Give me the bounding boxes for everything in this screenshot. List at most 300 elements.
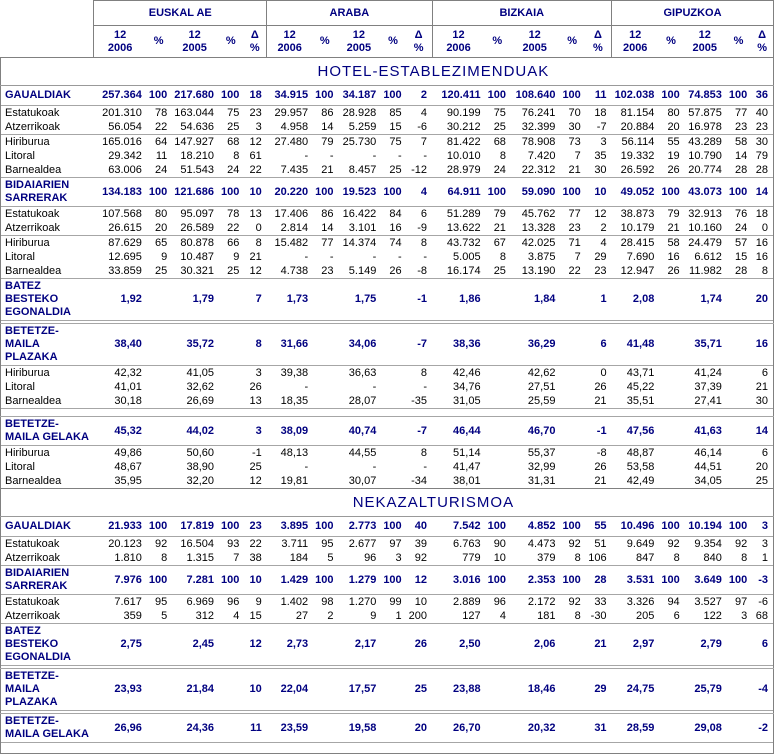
row-label: GAUALDIAK <box>1 86 94 106</box>
cell <box>559 366 584 381</box>
cell: 24,75 <box>626 683 655 695</box>
region-header-gipuzkoa: GIPUZKOA <box>612 1 774 26</box>
cell: 1.429 <box>267 566 312 595</box>
cell <box>658 714 683 743</box>
cell: 16 <box>751 324 773 366</box>
cell <box>146 460 171 474</box>
cell: 100 <box>383 89 402 101</box>
row-barnealdea <box>1 394 774 409</box>
cell: 14 <box>321 120 334 133</box>
cell: 16.504 <box>171 537 218 552</box>
row-betetze-maila-plazaka <box>1 669 774 711</box>
cell: 201.310 <box>94 106 146 121</box>
table-header <box>1 1 774 58</box>
cell <box>485 366 510 381</box>
column-header-row <box>1 26 774 58</box>
cell: 28 <box>751 163 773 178</box>
cell: 6 <box>600 338 607 350</box>
cell: 3.649 <box>684 566 726 595</box>
row-label: Litoral <box>1 149 94 163</box>
cell: 200 <box>408 609 428 622</box>
cell: 12 <box>585 207 612 222</box>
cell: 8 <box>499 149 506 162</box>
cell: 33 <box>585 595 612 610</box>
cell: 121.686 <box>171 178 218 207</box>
cell: 96 <box>218 595 243 610</box>
cell: 96 <box>364 551 377 564</box>
cell <box>658 669 683 711</box>
cell: 5.005 <box>453 250 481 263</box>
cell: 16 <box>389 221 402 234</box>
cell: 2,97 <box>612 624 659 666</box>
cell: -6 <box>751 595 773 610</box>
cell: 25 <box>227 264 240 277</box>
cell: 26 <box>594 380 607 393</box>
cell: 2,75 <box>94 624 146 666</box>
col-header-delta <box>243 26 266 58</box>
cell: 14.374 <box>338 236 381 251</box>
cell: 7 <box>406 135 432 150</box>
cell: 28 <box>585 566 612 595</box>
cell: 40,74 <box>348 424 377 437</box>
cell <box>312 446 337 461</box>
cell: 1,75 <box>338 279 381 321</box>
cell: 8 <box>673 551 680 564</box>
cell: 18 <box>249 89 262 101</box>
cell <box>559 446 584 461</box>
col-header-delta <box>585 26 612 58</box>
cell: 75 <box>218 106 243 121</box>
cell: 3.895 <box>280 520 309 532</box>
cell <box>559 460 584 474</box>
cell: 57.875 <box>684 106 726 121</box>
cell: 100 <box>485 178 510 207</box>
cell: 55 <box>594 520 607 532</box>
col-header-2005 <box>510 26 560 58</box>
cell: 75 <box>485 106 510 121</box>
cell <box>485 460 510 474</box>
cell: 38,36 <box>453 338 481 350</box>
cell: 10 <box>243 566 266 595</box>
cell: -7 <box>417 338 428 350</box>
spacer-row <box>1 409 774 417</box>
cell: 24 <box>734 221 748 234</box>
cell: 79 <box>658 207 683 222</box>
col-header-2005 <box>338 26 381 58</box>
cell <box>380 324 405 366</box>
cell: 13.328 <box>521 221 556 234</box>
cell: 18,35 <box>280 394 309 407</box>
cell: -8 <box>417 264 428 277</box>
cell: - <box>304 380 309 393</box>
cell: 27.480 <box>267 135 312 150</box>
cell: 28.928 <box>338 106 381 121</box>
cell: 11.982 <box>689 264 722 277</box>
cell: 29,08 <box>694 721 722 734</box>
cell <box>559 669 584 711</box>
cell <box>485 474 510 489</box>
cell: 27,51 <box>527 380 556 393</box>
cell: 96 <box>485 595 510 610</box>
cell: 8 <box>499 250 506 263</box>
cell: 4 <box>499 609 506 622</box>
cell: 3 <box>741 609 748 622</box>
cell: 35,72 <box>186 338 215 350</box>
cell: 2,50 <box>432 624 485 666</box>
cell: 2,06 <box>510 624 560 666</box>
cell <box>218 714 243 743</box>
cell: 32,99 <box>527 460 556 473</box>
cell <box>658 417 683 446</box>
cell: 26 <box>667 264 680 277</box>
cell: 4 <box>233 609 240 622</box>
cell: 32,62 <box>186 380 215 393</box>
cell: 12 <box>249 474 262 487</box>
cell: 1,74 <box>684 279 726 321</box>
col-header-pct <box>146 26 171 58</box>
cell: 9 <box>233 250 240 263</box>
cell: 100 <box>658 566 683 595</box>
cell: 20 <box>751 460 773 474</box>
cell: 35,51 <box>626 394 655 407</box>
col-header-2005 <box>171 26 218 58</box>
cell: 21 <box>585 624 612 666</box>
cell: 26 <box>389 264 402 277</box>
cell: 78.908 <box>510 135 560 150</box>
cell: 23 <box>594 264 607 277</box>
row-label: Atzerrikoak <box>1 221 94 236</box>
row-label: Hiriburua <box>1 135 94 150</box>
cell: 3 <box>585 135 612 150</box>
cell: 38,01 <box>453 474 481 487</box>
cell: 10.160 <box>688 221 722 234</box>
cell <box>726 714 751 743</box>
cell: 86 <box>312 106 337 121</box>
cell: 47,56 <box>626 424 655 437</box>
cell: 1,92 <box>94 279 146 321</box>
cell: 58 <box>726 135 751 150</box>
cell: 20.884 <box>620 120 655 133</box>
row-label: BETETZE-MAILA GELAKA <box>1 714 94 743</box>
cell <box>559 380 584 394</box>
cell: 100 <box>726 178 751 207</box>
cell <box>726 417 751 446</box>
cell: 7.976 <box>94 566 146 595</box>
cell: -35 <box>411 394 428 407</box>
cell: 19.523 <box>338 178 381 207</box>
row-label: Litoral <box>1 250 94 264</box>
cell: 2 <box>327 609 334 622</box>
row-label: Barnealdea <box>1 474 94 489</box>
cell <box>380 417 405 446</box>
cell: - <box>398 149 402 162</box>
cell <box>312 669 337 711</box>
row-bidaiarien-sarrerak <box>1 178 774 207</box>
cell: 14 <box>751 178 773 207</box>
cell: 2,45 <box>171 624 218 666</box>
cell: 26 <box>667 163 680 176</box>
cell: 63.006 <box>108 163 142 176</box>
cell: 66 <box>218 236 243 251</box>
cell: 29.342 <box>108 149 142 162</box>
cell: 11 <box>594 89 607 101</box>
cell: 46,44 <box>453 424 481 437</box>
cell <box>380 460 405 474</box>
cell: 51,14 <box>432 446 485 461</box>
cell <box>485 394 510 409</box>
cell: 81.422 <box>432 135 485 150</box>
row-label: BATEZ BESTEKO EGONALDIA <box>1 279 94 321</box>
cell: 19 <box>667 149 680 162</box>
cell: 90.199 <box>432 106 485 121</box>
cell <box>726 366 751 381</box>
cell: 27,41 <box>694 394 722 407</box>
section-title: NEKAZALTURISMOA <box>94 489 774 517</box>
cell: 25 <box>751 474 773 489</box>
region-header-bizkaia: BIZKAIA <box>432 1 612 26</box>
row-atzerrikoak <box>1 551 774 566</box>
cell: 20.774 <box>688 163 722 176</box>
cell <box>726 474 751 489</box>
cell <box>726 624 751 666</box>
cell: 30,18 <box>114 394 142 407</box>
cell: 70 <box>559 106 584 121</box>
cell: 36,29 <box>527 338 556 350</box>
cell: 30 <box>751 394 773 409</box>
cell: 29 <box>594 250 607 263</box>
cell: 2.677 <box>338 537 381 552</box>
cell: 77 <box>559 207 584 222</box>
cell: 9 <box>243 595 266 610</box>
cell: 2,79 <box>684 624 726 666</box>
cell: 100 <box>315 520 334 532</box>
cell: 50,60 <box>171 446 218 461</box>
cell: 42,32 <box>94 366 146 381</box>
cell: 32,20 <box>186 474 215 487</box>
row-gaualdiak <box>1 86 774 106</box>
cell <box>218 366 243 381</box>
cell: -1 <box>596 424 607 437</box>
cell: 36 <box>751 86 773 106</box>
row-label: BIDAIARIEN SARRERAK <box>1 566 94 595</box>
cell <box>146 474 171 489</box>
cell: 1,73 <box>267 279 312 321</box>
cell: 0 <box>585 366 612 381</box>
cell: 10 <box>249 683 262 695</box>
col-header-pct <box>312 26 337 58</box>
cell: 31,05 <box>453 394 481 407</box>
cell: 10 <box>493 551 506 564</box>
cell: 8 <box>406 366 432 381</box>
cell: 20.220 <box>267 178 312 207</box>
cell: 6 <box>751 366 773 381</box>
cell: 58 <box>658 236 683 251</box>
cell <box>485 669 510 711</box>
cell: 18 <box>751 207 773 222</box>
col-header-line: 12 <box>698 28 711 41</box>
row-label: Estatukoak <box>1 207 94 222</box>
cell: 40 <box>414 520 428 532</box>
row-gaualdiak <box>1 517 774 537</box>
cell: 16 <box>751 250 773 264</box>
cell: 68 <box>751 609 773 624</box>
cell: -3 <box>751 566 773 595</box>
cell: 25,79 <box>694 683 722 695</box>
row-hiriburua <box>1 135 774 150</box>
row-estatukoak <box>1 595 774 610</box>
cell: 14 <box>734 149 748 162</box>
row-label: Estatukoak <box>1 537 94 552</box>
cell: 100 <box>146 566 171 595</box>
row-atzerrikoak <box>1 120 774 135</box>
cell: 2.814 <box>280 221 309 234</box>
cell: 84 <box>380 207 405 222</box>
cell: 0 <box>751 221 773 236</box>
row-betetze-maila-gelaka <box>1 417 774 446</box>
cell: 24.479 <box>684 236 726 251</box>
cell <box>218 474 243 489</box>
col-header-2006 <box>94 26 146 58</box>
cell: 41,24 <box>684 366 726 381</box>
cell: 379 <box>537 551 556 564</box>
row-barnealdea <box>1 163 774 178</box>
cell: 100 <box>559 566 584 595</box>
cell <box>726 394 751 409</box>
cell: 54.636 <box>180 120 215 133</box>
cell: 8 <box>233 149 240 162</box>
cell: 44,51 <box>694 460 722 473</box>
cell: 6.969 <box>171 595 218 610</box>
cell: 100 <box>487 520 506 532</box>
row-label: BATEZ BESTEKO EGONALDIA <box>1 624 94 666</box>
cell: 99 <box>380 595 405 610</box>
cell: 22 <box>249 163 262 176</box>
cell: 10 <box>406 595 432 610</box>
cell: 34,05 <box>694 474 722 487</box>
cell: 4.473 <box>510 537 560 552</box>
cell: 3 <box>243 366 266 381</box>
row-label: Hiriburua <box>1 236 94 251</box>
cell: 95 <box>146 595 171 610</box>
cell: 25 <box>249 460 262 473</box>
cell <box>485 714 510 743</box>
cell: 44,02 <box>186 424 215 437</box>
spacer-cell <box>1 409 774 417</box>
cell: 7.420 <box>527 149 556 162</box>
cell: 79 <box>751 149 773 163</box>
cell: 40 <box>751 106 773 121</box>
cell: 21,84 <box>186 683 215 695</box>
row-label: Litoral <box>1 380 94 394</box>
cell: 92 <box>414 551 428 564</box>
cell: 7 <box>233 551 240 564</box>
cell: 74.853 <box>688 89 722 101</box>
cell: 2 <box>600 221 607 234</box>
cell: 100 <box>148 520 168 532</box>
cell: 16.978 <box>688 120 722 133</box>
row-betetze-maila-gelaka <box>1 714 774 743</box>
cell: 44,55 <box>338 446 381 461</box>
col-header-pct <box>380 26 405 58</box>
cell <box>218 394 243 409</box>
cell: 29.957 <box>267 106 312 121</box>
cell <box>146 366 171 381</box>
col-header-2006 <box>612 26 659 58</box>
cell: 7.542 <box>453 520 481 532</box>
cell: 6 <box>751 624 773 666</box>
row-label: BETETZE-MAILA PLAZAKA <box>1 324 94 366</box>
cell: 100 <box>658 178 683 207</box>
cell: 51.543 <box>180 163 215 176</box>
cell: 16 <box>751 236 773 251</box>
cell: 1.810 <box>114 551 142 564</box>
row-label: Barnealdea <box>1 163 94 178</box>
cell <box>658 474 683 489</box>
cell: 43.073 <box>684 178 726 207</box>
cell: 17.819 <box>180 520 215 532</box>
cell: 16.174 <box>446 264 481 277</box>
cell: 12 <box>243 135 266 150</box>
cell <box>312 474 337 489</box>
cell: 1.279 <box>338 566 381 595</box>
cell <box>559 279 584 321</box>
section-title-spacer <box>1 489 94 517</box>
cell: 10.790 <box>688 149 722 162</box>
row-hiriburua <box>1 446 774 461</box>
cell: 8 <box>574 551 581 564</box>
cell: 12.947 <box>620 264 655 277</box>
cell: 8 <box>741 551 748 564</box>
row-label: Atzerrikoak <box>1 551 94 566</box>
cell: 26 <box>406 624 432 666</box>
section-title-spacer <box>1 58 94 86</box>
col-header-line: % <box>225 35 236 47</box>
cell: 23,88 <box>453 683 481 695</box>
cell: 25 <box>493 264 506 277</box>
cell: 20 <box>414 721 428 734</box>
cell: 12.695 <box>108 250 142 263</box>
col-header-line: Δ % <box>413 28 424 54</box>
cell: 13.622 <box>446 221 481 234</box>
table-body <box>1 58 774 754</box>
cell: 46,14 <box>684 446 726 461</box>
cell: 59.090 <box>510 178 560 207</box>
cell <box>559 417 584 446</box>
cell: 4.738 <box>280 264 309 277</box>
cell: 80 <box>146 207 171 222</box>
cell <box>312 324 337 366</box>
cell: 6 <box>751 446 773 461</box>
cell: 4 <box>585 236 612 251</box>
col-header-line: % <box>319 35 330 47</box>
row-atzerrikoak <box>1 221 774 236</box>
cell: 2,73 <box>267 624 312 666</box>
col-header-line: % <box>388 35 398 47</box>
cell: -12 <box>411 163 428 176</box>
cell: 8 <box>406 236 432 251</box>
col-header-line: 2005 <box>522 41 547 54</box>
cell <box>658 380 683 394</box>
row-hiriburua <box>1 236 774 251</box>
col-header-line: 12 <box>528 28 541 41</box>
cell: 26 <box>249 380 262 393</box>
cell: 97 <box>380 537 405 552</box>
col-header-pct <box>726 26 751 58</box>
cell <box>312 380 337 394</box>
cell: 5.149 <box>348 264 377 277</box>
row-litoral <box>1 250 774 264</box>
row-estatukoak <box>1 537 774 552</box>
